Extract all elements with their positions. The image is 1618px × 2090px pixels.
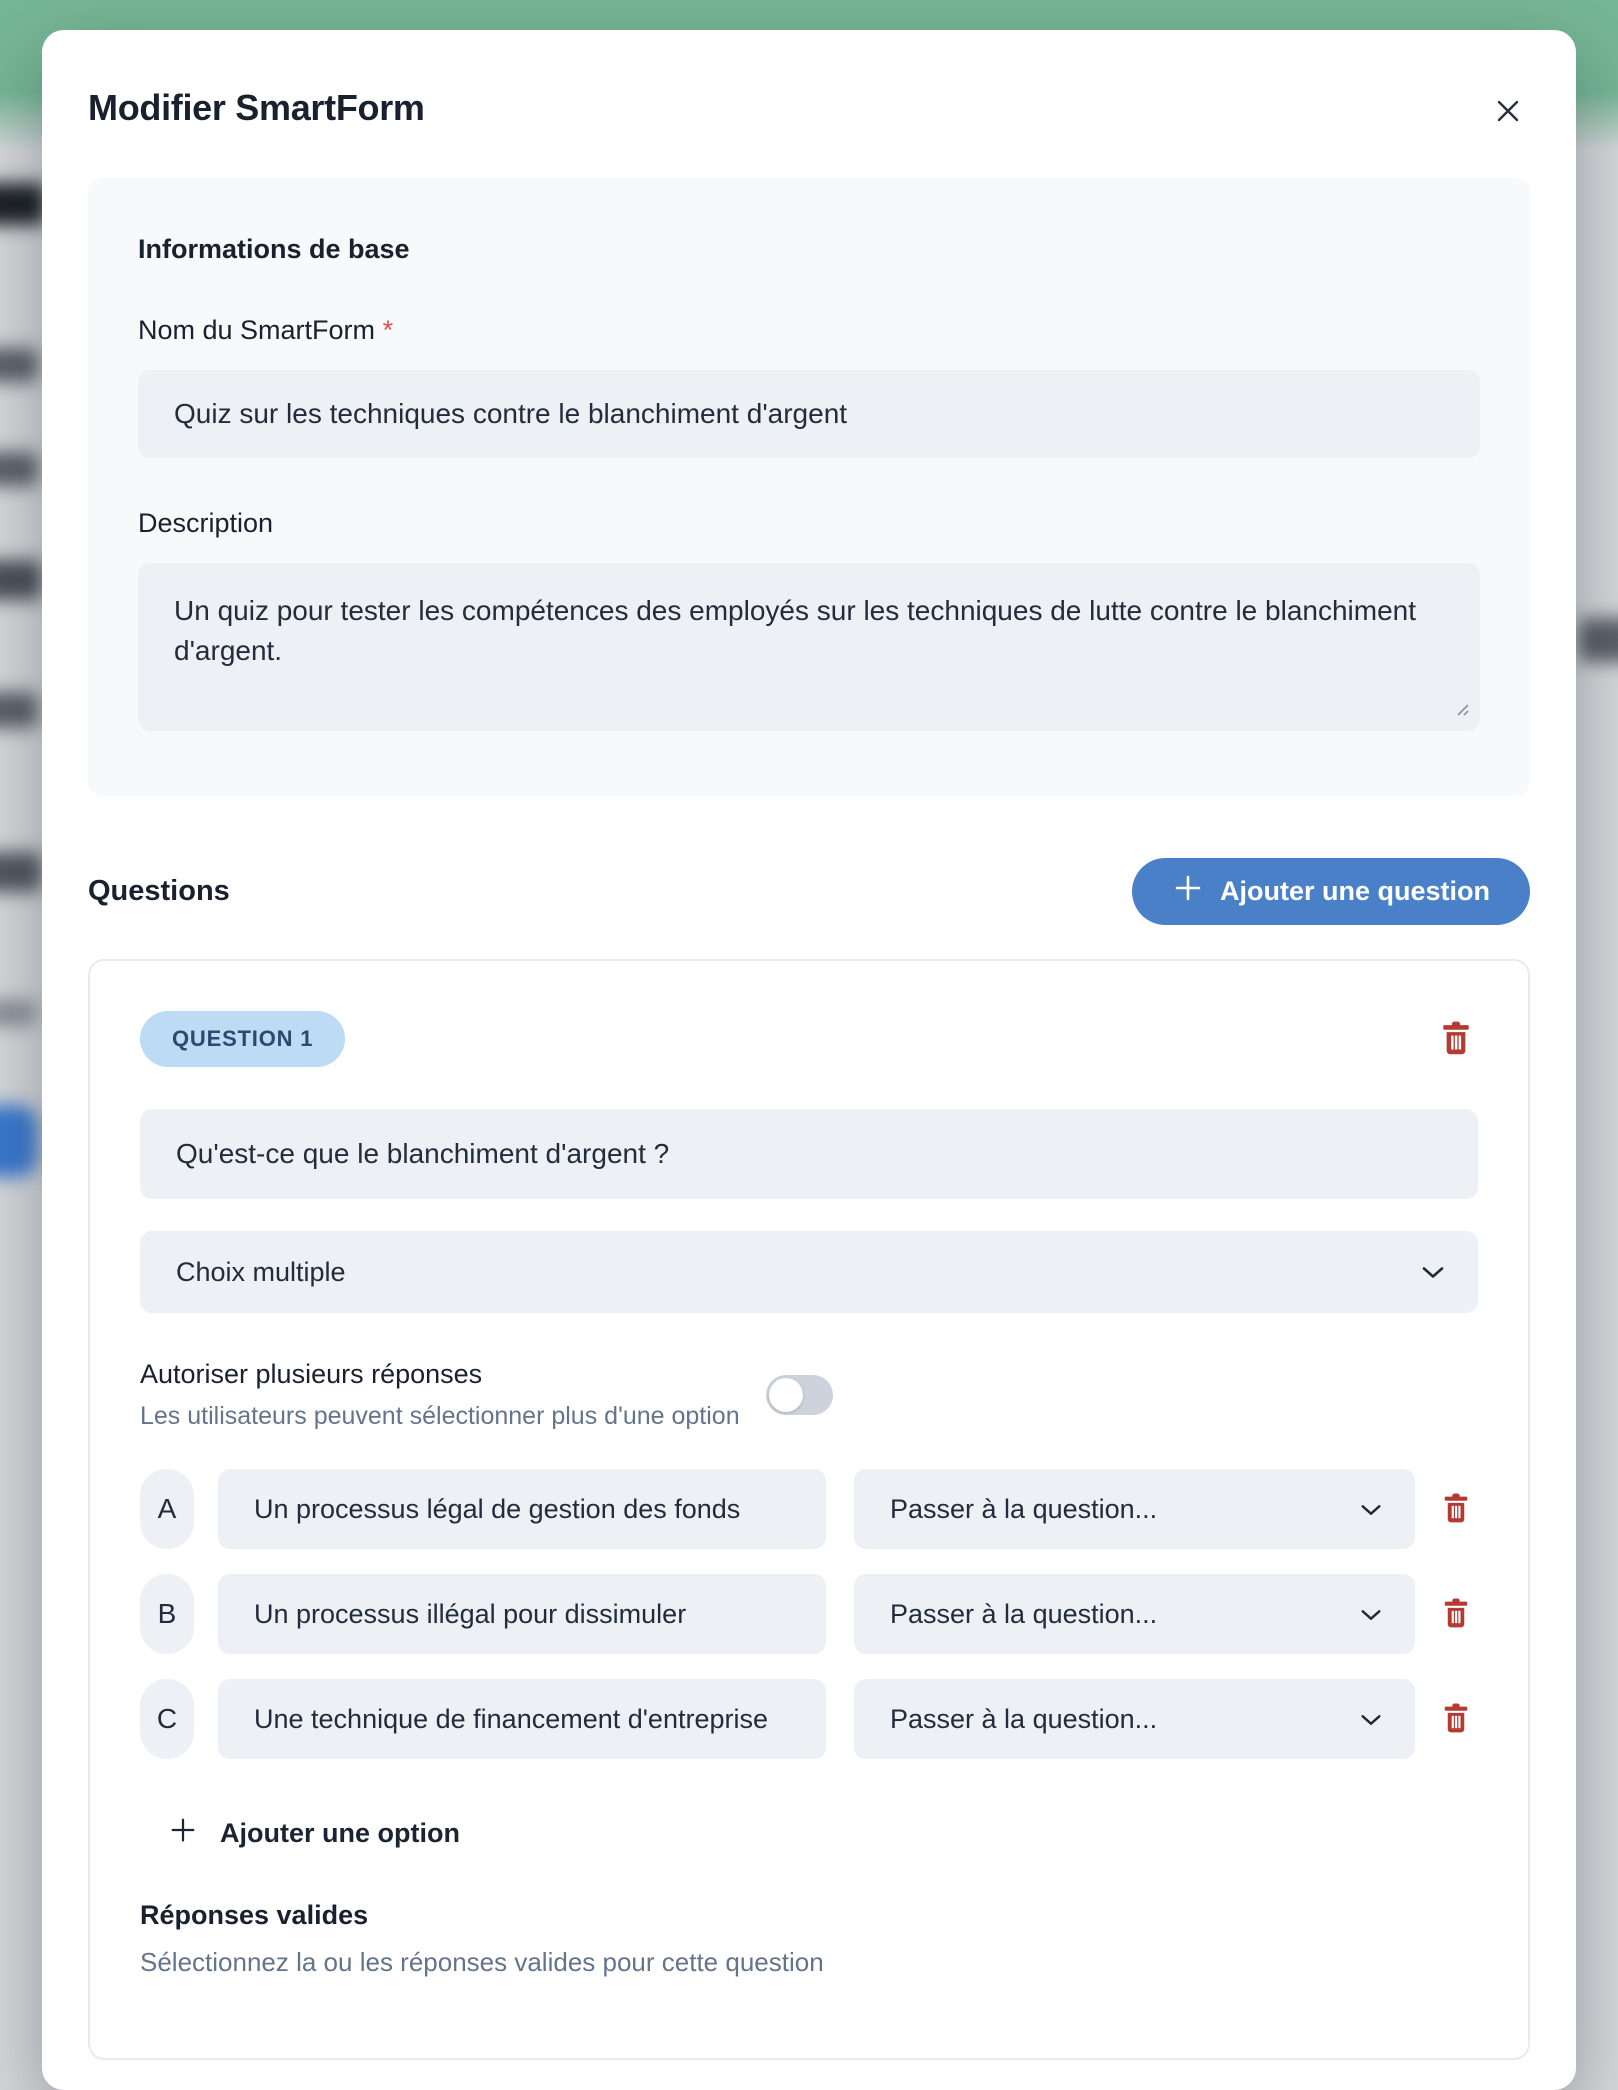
basic-info-section [88,178,1530,796]
close-icon [1492,95,1524,130]
description-field-wrap [138,563,1480,736]
delete-option-a-button[interactable] [1434,1487,1478,1531]
chevron-down-icon [1359,1494,1383,1525]
question-number-badge: QUESTION 1 [140,1011,345,1067]
add-option-button[interactable]: Ajouter une option [168,1815,460,1852]
close-button[interactable] [1486,90,1530,134]
trash-icon [1441,1021,1471,1058]
background-blur-blob [0,452,38,486]
option-letter-badge: A [140,1469,194,1549]
option-b-goto-select[interactable]: Passer à la question... [854,1574,1415,1654]
background-blur-blob [0,348,38,382]
background-blur-blob [0,692,38,728]
modal-title: Modifier SmartForm [88,87,425,128]
delete-question-button[interactable] [1434,1017,1478,1061]
option-c-goto-select[interactable]: Passer à la question... [854,1679,1415,1759]
add-question-button[interactable]: Ajouter une question [1132,858,1530,925]
option-row-a [140,1469,1478,1549]
questions-header-row [88,858,1530,925]
chevron-down-icon [1420,1257,1446,1288]
question-text-input[interactable] [140,1109,1478,1199]
questions-heading: Questions [88,875,230,907]
option-a-text-input[interactable] [218,1469,826,1549]
question-card [88,959,1530,2060]
plus-icon [1172,872,1204,911]
allow-multiple-hint: Les utilisateurs peuvent sélectionner plus d'une option [140,1402,740,1430]
background-blur-blob-blue [0,1105,38,1177]
option-a-goto-select[interactable]: Passer à la question... [854,1469,1415,1549]
trash-icon [1443,1598,1469,1631]
modal-header [42,30,1576,134]
delete-option-c-button[interactable] [1434,1697,1478,1741]
smartform-name-input[interactable] [138,370,1480,458]
question-type-select[interactable]: Choix multiple [140,1231,1478,1313]
edit-smartform-modal [42,30,1576,2090]
basic-info-title: Informations de base [138,234,410,264]
option-c-text-input[interactable] [218,1679,826,1759]
background-blur-blob [1578,618,1618,662]
allow-multiple-label: Autoriser plusieurs réponses [140,1359,483,1389]
plus-icon [168,1815,198,1852]
background-blur-blob [0,183,46,225]
trash-icon [1443,1703,1469,1736]
question-badge-row [140,1011,1478,1067]
name-label: Nom du SmartForm * [138,315,394,345]
chevron-down-icon [1359,1704,1383,1735]
option-letter-badge: B [140,1574,194,1654]
option-row-c [140,1679,1478,1759]
options-list [140,1469,1478,1759]
required-asterisk: * [382,315,394,345]
delete-option-b-button[interactable] [1434,1592,1478,1636]
smartform-description-textarea[interactable] [138,563,1480,731]
trash-icon [1443,1493,1469,1526]
valid-answers-hint: Sélectionnez la ou les réponses valides pour cette question [140,1947,824,1977]
valid-answers-title: Réponses valides [140,1900,369,1930]
chevron-down-icon [1359,1599,1383,1630]
background-blur-blob [0,1000,36,1026]
background-blur-blob [0,560,42,600]
background-blur-blob [0,852,42,892]
allow-multiple-block [140,1359,833,1431]
option-row-b [140,1574,1478,1654]
allow-multiple-toggle[interactable] [766,1375,833,1415]
option-b-text-input[interactable] [218,1574,826,1654]
option-letter-badge: C [140,1679,194,1759]
toggle-knob [769,1378,803,1412]
description-label: Description [138,508,274,538]
